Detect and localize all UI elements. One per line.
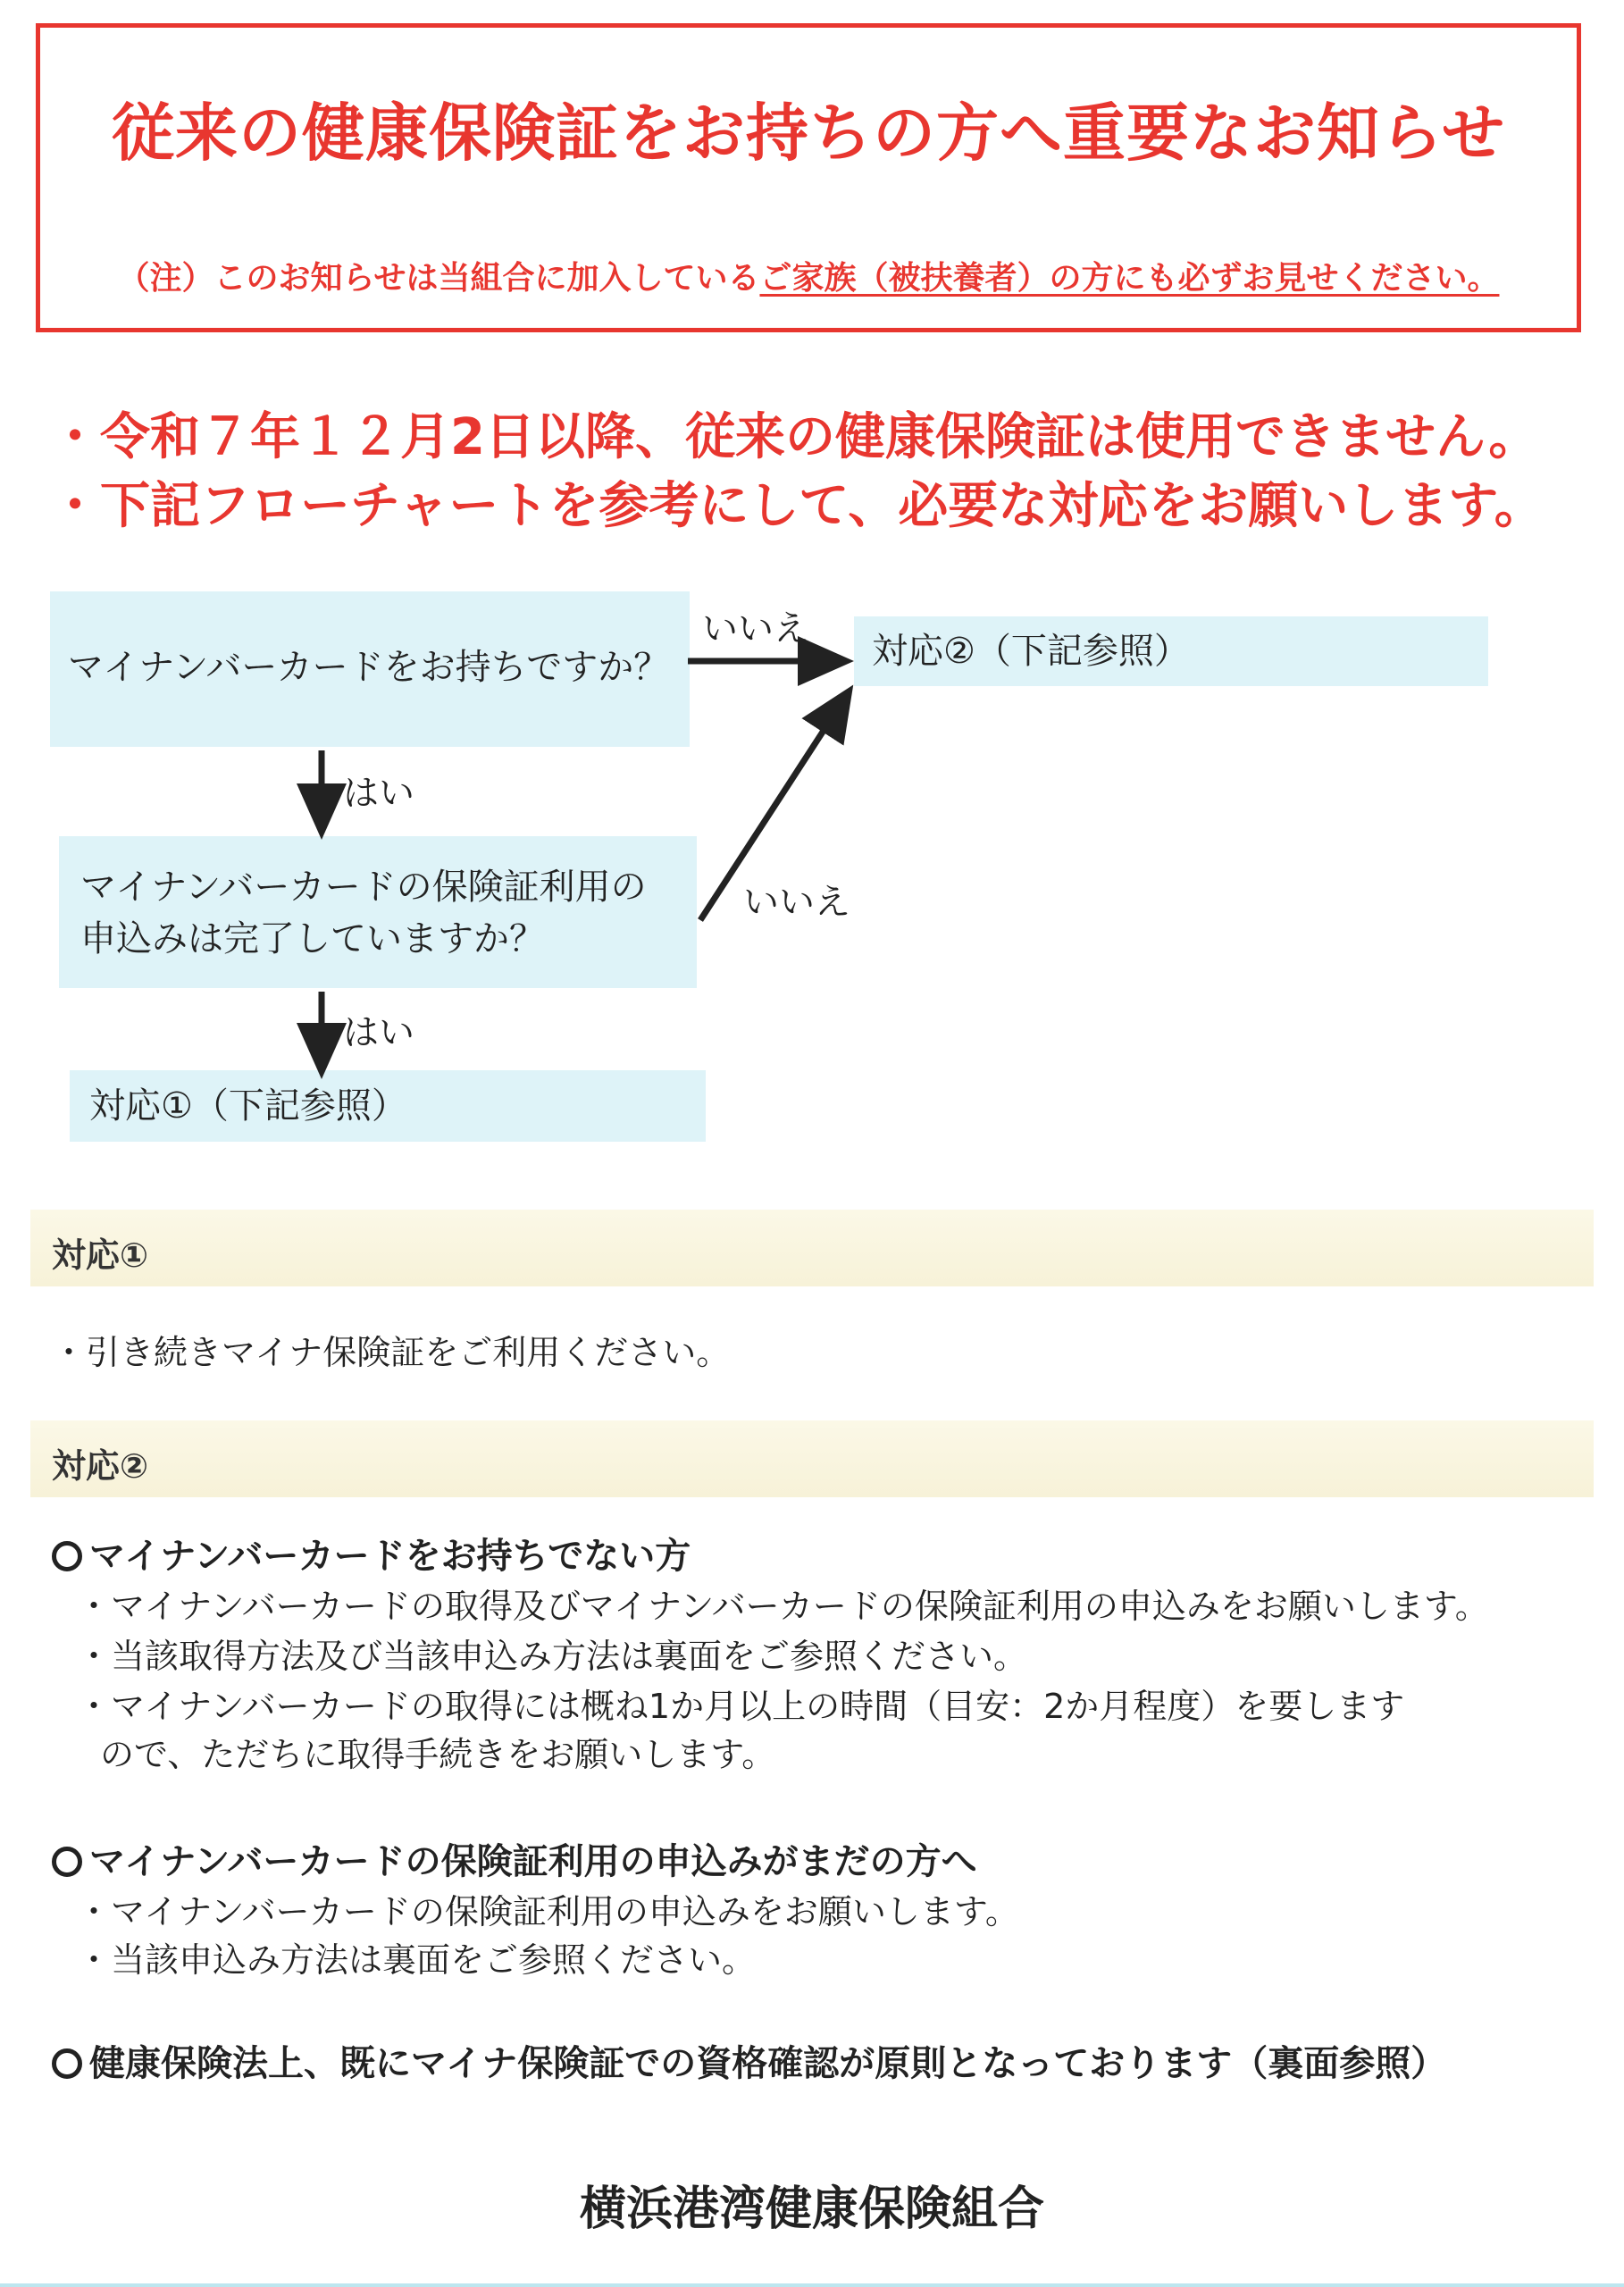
flow-label-no-2: いいえ (743, 882, 850, 923)
section-2-sub2-title-text: マイナンバーカードの保険証利用の申込みがまだの方へ (89, 1841, 977, 1882)
header-note-underlined: ご家族（被扶養者）の方にも必ずお見せください。 (759, 260, 1500, 297)
section-2-sub1-title (52, 1528, 691, 1579)
circle-marker-icon (52, 1541, 82, 1571)
notice-2: ・下記フローチャートを参考にして、必要な対応をお願いします。 (50, 477, 1544, 535)
law-note (52, 2035, 1446, 2086)
flow-label-yes-2: はい (343, 1012, 414, 1053)
flow-label-no-1: いいえ (702, 608, 809, 649)
section-2-sub2-item-2: ・当該申込み方法は裏面をご参照ください。 (77, 1940, 757, 1980)
bottom-edge-line (0, 2283, 1624, 2287)
law-note-text: 健康保険法上、既にマイナ保険証での資格確認が原則となっております（裏面参照） (89, 2043, 1447, 2084)
flow-result-2: 対応②（下記参照） (872, 631, 1190, 672)
page-title: 従来の健康保険証をお持ちの方へ重要なお知らせ (112, 96, 1505, 170)
section-2-sub1-item-2: ・当該取得方法及び当該申込み方法は裏面をご参照ください。 (77, 1637, 1028, 1676)
section-2-bar (30, 1420, 1594, 1497)
section-2-sub1-warning-line1: ・マイナンバーカードの取得には概ね1か月以上の時間（目安：2か月程度）を要します (77, 1687, 1405, 1726)
flow-question-1: マイナンバーカードをお持ちですか？ (68, 647, 670, 688)
section-2-sub2-title (52, 1833, 977, 1884)
section-1-text: ・引き続きマイナ保険証をご利用ください。 (52, 1333, 731, 1372)
flow-question-2-line2: 申込みは完了していますか？ (80, 918, 545, 959)
circle-marker-icon (52, 2048, 82, 2079)
section-2-sub1-warning-line2: ので、ただちに取得手続きをお願いします。 (100, 1735, 776, 1774)
section-1-bar (30, 1210, 1594, 1286)
footer-organization: 横浜港湾健康保険組合 (579, 2182, 1044, 2236)
section-2-heading: 対応② (52, 1446, 149, 1486)
flow-question-2-line1: マイナンバーカードの保険証利用の (80, 867, 647, 908)
flow-result-1: 対応①（下記参照） (89, 1085, 407, 1127)
flow-label-yes-1: はい (343, 773, 414, 814)
section-2-sub2-item-1: ・マイナンバーカードの保険証利用の申込みをお願いします。 (77, 1892, 1019, 1931)
section-2-sub1-item-1: ・マイナンバーカードの取得及びマイナンバーカードの保険証利用の申込みをお願いします。 (77, 1587, 1489, 1626)
circle-marker-icon (52, 1847, 82, 1877)
notice-1: ・令和７年１２月2日以降、従来の健康保険証は使用できません。 (50, 408, 1539, 466)
section-1-heading: 対応① (52, 1236, 149, 1275)
header-note-prefix: （注）このお知らせは当組合に加入している (117, 260, 760, 297)
section-2-sub1-title-text: マイナンバーカードをお持ちでない方 (89, 1536, 691, 1577)
